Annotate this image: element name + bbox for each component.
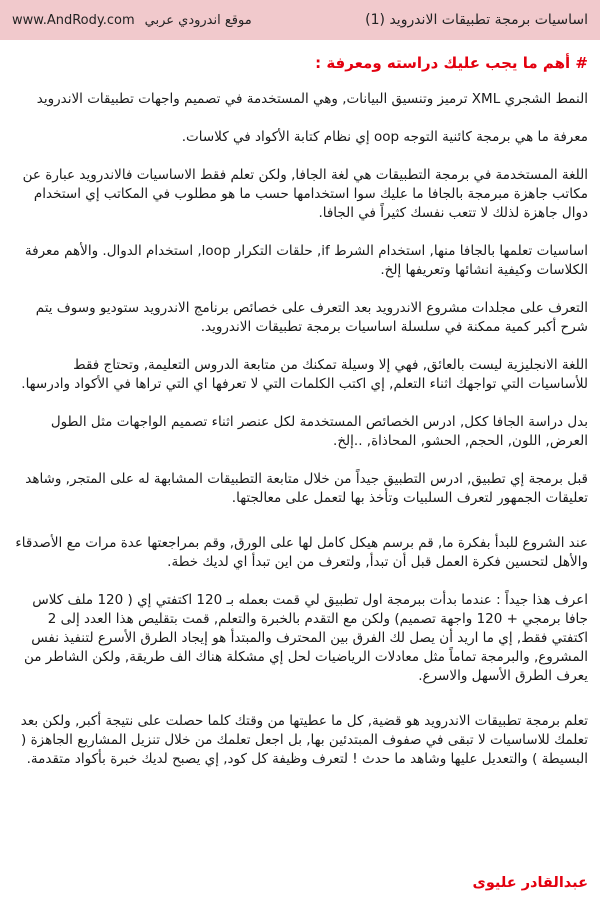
site-tagline: موقع اندرودي عربي: [144, 12, 252, 28]
paragraph: عند الشروع للبدأ بفكرة ما, قم برسم هيكل كامل لها على الورق, وقم بمراجعتها عدة مرات مع الأصدقاء والأهل لتحسين فكرة العمل قبل أن تبدأ, ولتعرف من اين تبدأ اي لديك خطة.: [15, 535, 588, 570]
paragraph: اساسيات تعلمها بالجافا منها, استخدام الشرط if, حلقات التكرار loop, استخدام الدوال. والأهم معرفة الكلاسات وكيفية انشائها وتعريفها إلخ.: [24, 243, 588, 278]
page-header: [0, 0, 600, 40]
paragraph: النمط الشجري XML ترميز وتنسيق البيانات, وهي المستخدمة في تصميم واجهات تطبيقات الاندرويد: [36, 91, 588, 107]
document-title: اساسيات برمجة تطبيقات الاندرويد (1): [365, 12, 588, 28]
paragraph: اللغة الانجليزية ليست بالعائق, فهي إلا وسيلة تمكنك من متابعة الدروس التعليمة, وتحتاج فقط للأساسيات التي تواجهك اثناء التعلم, إي اكتب الكلمات التي لا تعرفها اي التي تراها في الأكواد وادرسها.: [21, 357, 588, 392]
paragraph: التعرف على مجلدات مشروع الاندرويد بعد التعرف على خصائص برنامج الاندرويد ستوديو وسوف يتم شرح أكبر كمية ممكنة في سلسلة اساسيات برمجة تطبيقات الاندرويد.: [35, 300, 588, 335]
paragraph: اللغة المستخدمة في برمجة التطبيقات هي لغة الجافا, ولكن تعلم فقط الاساسيات فالاندرويد عبارة عن مكاتب جاهزة مبرمجة بالجافا ما عليك سوا استخدامها حسب ما هو مطلوب في المكاتب إي استخدام دوال جاهزة لذلك لا تتعب نفسك كثيراً في الجافا.: [22, 167, 588, 221]
article-body: [10, 52, 588, 788]
site-url[interactable]: www.AndRody.com: [12, 12, 135, 28]
paragraph: قبل برمجة إي تطبيق, ادرس التطبيق جيداً من خلال متابعة التطبيقات المشابهة له على المتجر, وشاهد تعليقات الجمهور لتعرف السلبيات وتأخذ بها لتعمل على معالجتها.: [25, 471, 588, 506]
paragraph: اعرف هذا جيداً : عندما بدأت ببرمجة اول تطبيق لي قمت بعمله بـ 120 اكتفتي إي ( 120 ملف كلاس جافا برمجي + 120 واجهة تصميم) ولكن مع التقدم بالخبرة والتعلم, قمت بتقليص هذا العدد إلى 2 اكتفتي فقط, إي ما اريد أن يصل لك الفرق بين المحترف والمبتدأ هو إيجاد الطرق الأسرع لتنفيذ نفس المشروع, والبرمجة تماماً مثل معادلات الرياضيات لحل إي مشكلة هناك الف طريقة, ولكن الشاطر من يعرف الطرق الأسهل والاسرع.: [23, 592, 588, 684]
header-left: [12, 13, 252, 28]
paragraph: معرفة ما هي برمجة كائنية التوجه oop إي نظام كتابة الأكواد في كلاسات.: [181, 129, 588, 145]
paragraph: تعلم برمجة تطبيقات الاندرويد هو قضية, كل ما عطيتها من وقتك كلما حصلت على نتيجة أكبر, ولكن بعد تعلمك للاساسيات لا تبقى في صفوف المبتدئين بها, بل اجعل تعلمك من خلال تنزيل المشاريع الجاهزة ( البسيطة ) والتعديل عليها وشاهد ما حدث ! لتعرف وظيفة كل كود, إي يصبح لديك خبرة بأكواد متقدمة.: [20, 713, 588, 767]
paragraph: بدل دراسة الجافا ككل, ادرس الخصائص المستخدمة لكل عنصر اثناء تصميم الواجهات مثل الطول العرض, اللون, الحجم, الحشو, المحاذاة, ..إلخ.: [50, 414, 588, 449]
section-heading: # أهم ما يجب عليك دراسته ومعرفة :: [315, 54, 588, 72]
author-name: عبدالقادر عليوى: [472, 875, 588, 891]
